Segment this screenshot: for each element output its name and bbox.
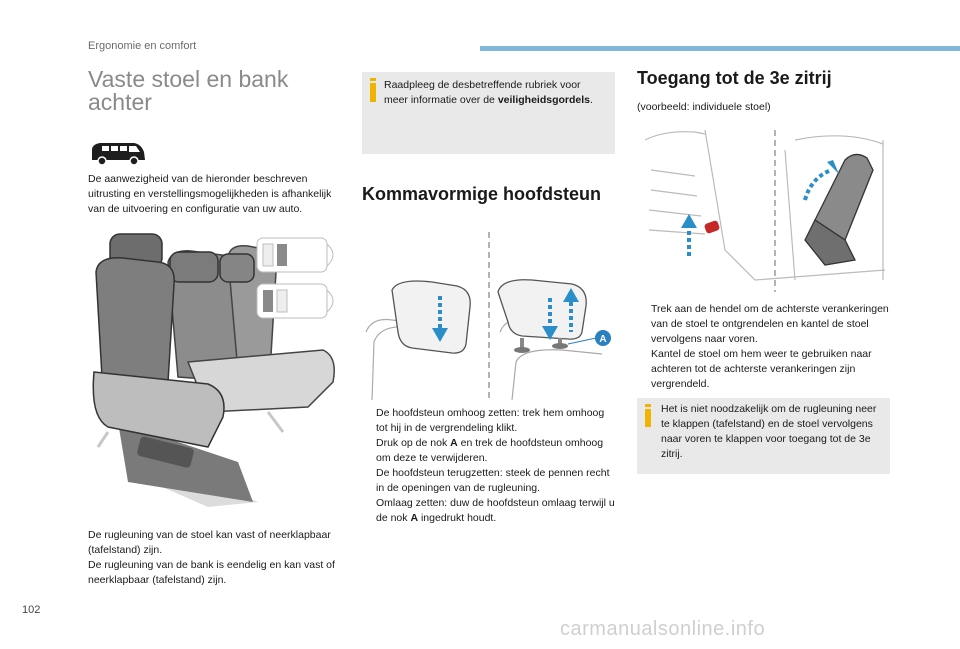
- list-item: Kantel de stoel om hem weer te gebruiken naar achteren tot de achterste verankeringen zijn vergrendeld.: [651, 348, 872, 390]
- headrest-illustration: [362, 232, 616, 402]
- list-item: Trek aan de hendel om de achterste verankeringen van de stoel te ontgrendelen en kantel de stoel vervolgens naar voren.: [651, 303, 889, 345]
- label-a: A: [599, 334, 607, 345]
- seatbelt-info-text: Raadpleeg de desbetreffende rubriek voor meer informatie over de veiligheidsgordels.: [384, 79, 593, 106]
- intro-text: De aanwezigheid van de hieronder beschreven uitrusting en verstellingsmogelijkheden is afhankelijk van de uitvoering en configuratie van uw auto.: [88, 173, 332, 215]
- seat-layout-diagram: [255, 236, 345, 326]
- footer-watermark: carmanualsonline.info: [560, 618, 766, 640]
- info-icon: [645, 409, 651, 427]
- rugleuning-text: De rugleuning van de stoel kan vast of neerklapbaar (tafelstand) zijn. De rugleuning van de bank is eendelig en kan vast of neerklapbaar (tafelstand) zijn.: [88, 529, 335, 586]
- header-rule: [480, 46, 960, 51]
- section-title: Ergonomie en comfort: [88, 40, 197, 52]
- page-title: Vaste stoel en bank achter: [88, 66, 289, 115]
- seat-fold-illustration: [645, 130, 887, 292]
- list-item: De hoofdsteun omhoog zetten: trek hem omhoog tot hij in de vergrendeling klikt.: [376, 407, 605, 434]
- headrest-heading: Kommavormige hoofdsteun: [362, 184, 602, 204]
- page-number: 102: [22, 604, 41, 616]
- info-icon: [370, 83, 376, 102]
- example-note: (voorbeeld: individuele stoel): [637, 101, 771, 113]
- list-item: Druk op de nok A en trek de hoofdsteun omhoog om deze te verwijderen.: [376, 437, 604, 464]
- headrest-instructions: [362, 406, 617, 526]
- van-icon: [88, 140, 148, 166]
- third-row-heading: Toegang tot de 3e zitrij: [637, 68, 832, 88]
- third-row-info-text: Het is niet noodzakelijk om de rugleuning neer te klappen (tafelstand) en de stoel vervolgens naar voren te klappen voor toegang tot de 3e zitrij.: [661, 403, 877, 460]
- list-item: De hoofdsteun terugzetten: steek de pennen recht in de openingen van de rugleuning.: [376, 467, 610, 494]
- third-row-instructions: [637, 302, 889, 392]
- list-item: Omlaag zetten: duw de hoofdsteun omlaag terwijl u de nok A ingedrukt houdt.: [376, 497, 615, 524]
